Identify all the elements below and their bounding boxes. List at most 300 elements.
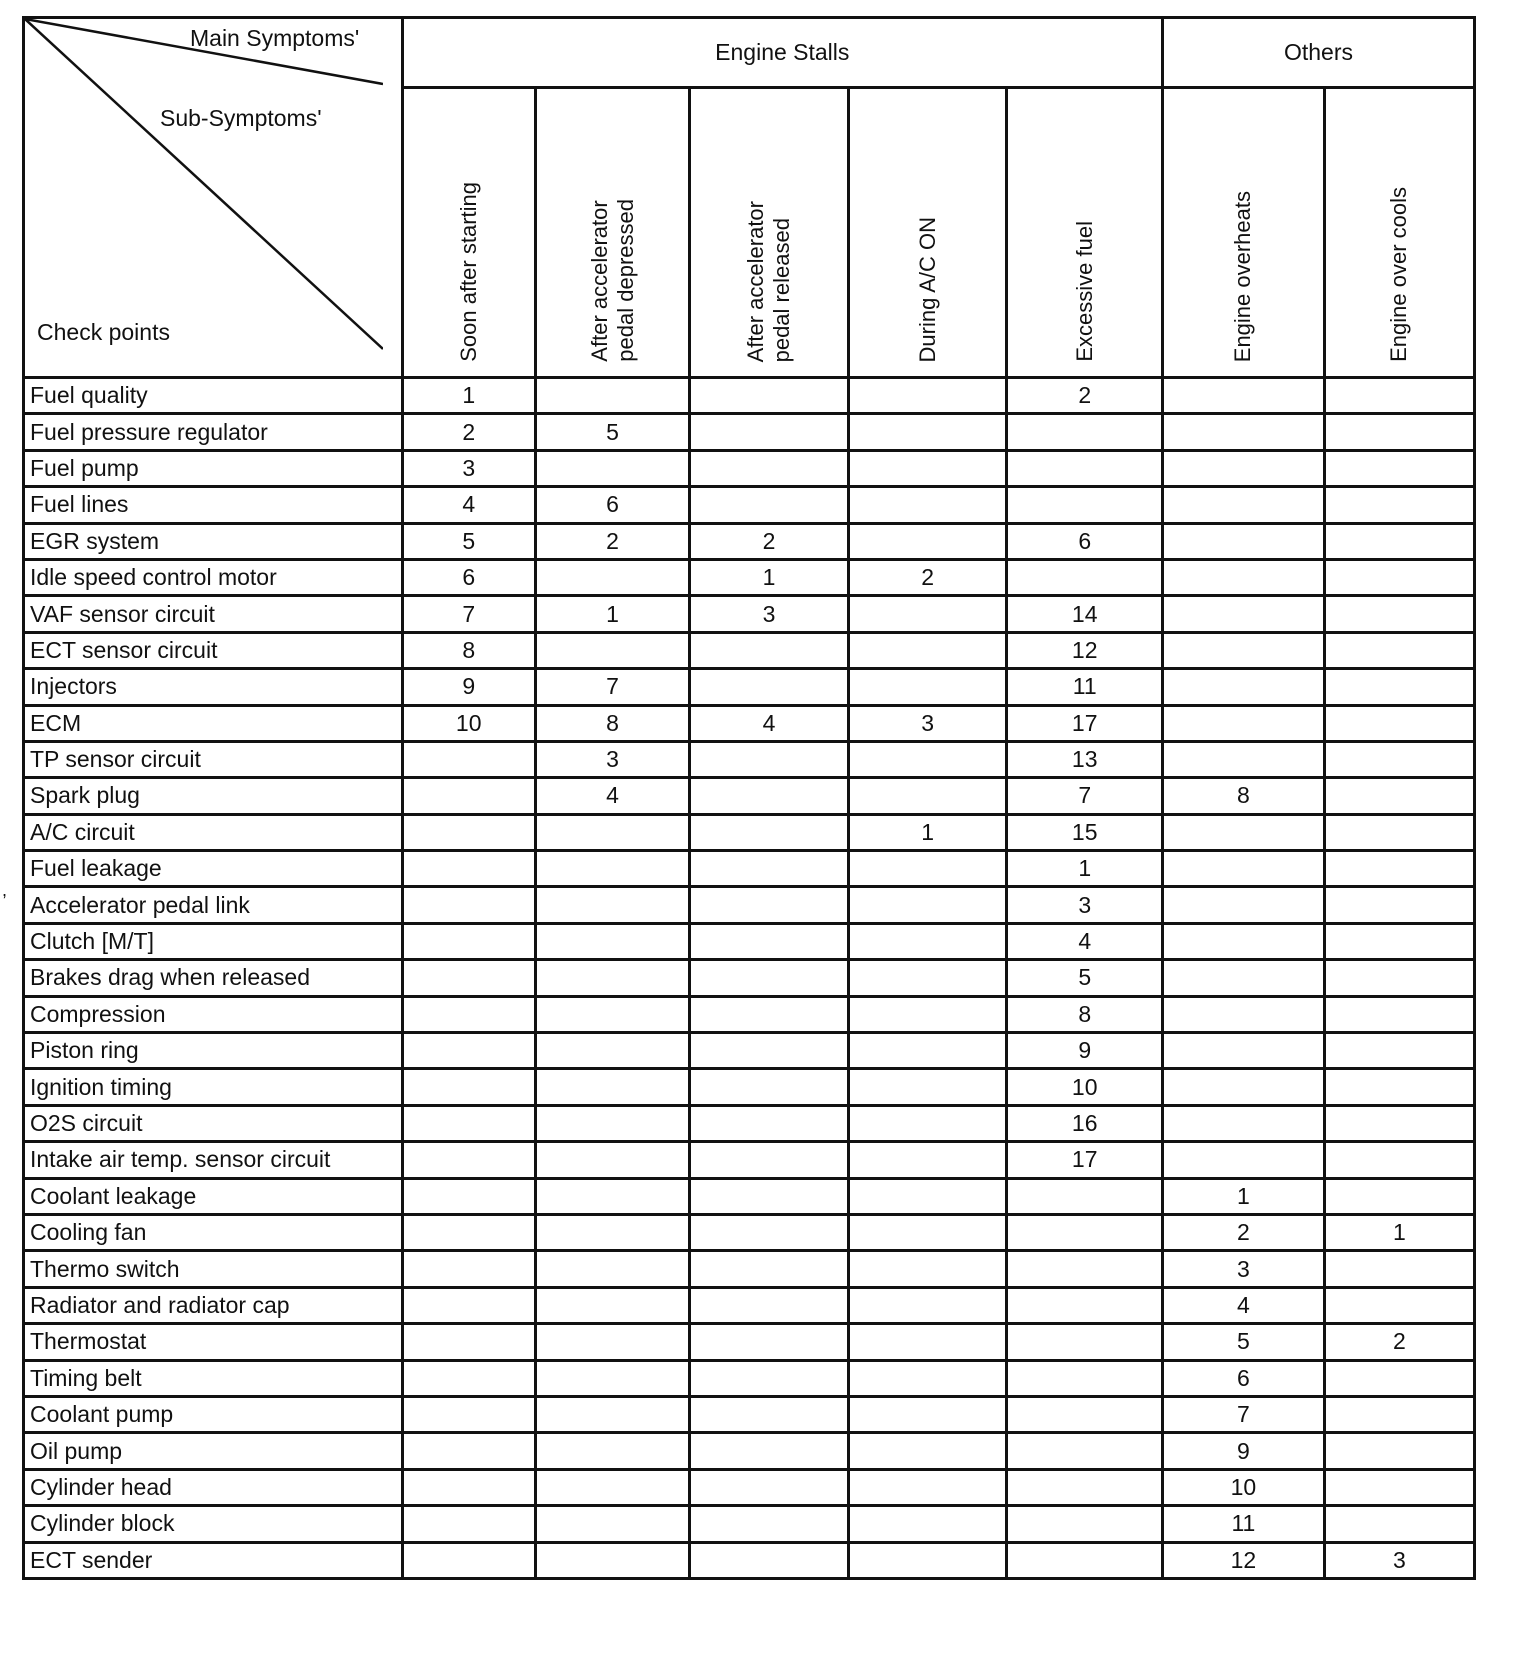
priority-cell: 3	[1324, 1542, 1474, 1578]
check-point-label: Thermo switch	[24, 1251, 403, 1287]
priority-cell	[535, 1324, 689, 1360]
priority-cell: 2	[1007, 378, 1163, 414]
check-point-label: Injectors	[24, 669, 403, 705]
priority-cell: 11	[1007, 669, 1163, 705]
priority-cell	[690, 923, 849, 959]
priority-cell	[1162, 559, 1324, 595]
priority-cell: 4	[1162, 1287, 1324, 1323]
table-row	[24, 996, 1475, 1032]
priority-cell	[535, 1251, 689, 1287]
priority-cell	[848, 1542, 1007, 1578]
priority-cell: 9	[1007, 1033, 1163, 1069]
sub-symptom-header	[1324, 88, 1474, 378]
priority-cell: 1	[402, 378, 535, 414]
priority-cell	[1324, 1105, 1474, 1141]
table-row	[24, 1251, 1475, 1287]
priority-cell	[848, 1360, 1007, 1396]
sub-symptom-label: Engine overheats	[1230, 190, 1256, 362]
priority-cell	[1324, 1506, 1474, 1542]
priority-cell	[1162, 705, 1324, 741]
priority-cell	[1324, 1396, 1474, 1432]
priority-cell: 1	[535, 596, 689, 632]
priority-cell	[690, 1433, 849, 1469]
priority-cell	[402, 1251, 535, 1287]
priority-cell	[535, 632, 689, 668]
check-point-label: Piston ring	[24, 1033, 403, 1069]
group-engine-stalls: Engine Stalls	[402, 18, 1162, 88]
priority-cell	[690, 669, 849, 705]
priority-cell	[402, 1105, 535, 1141]
sub-symptom-header	[690, 88, 849, 378]
table-row	[24, 1360, 1475, 1396]
priority-cell	[535, 1142, 689, 1178]
priority-cell	[1162, 923, 1324, 959]
check-point-label: Intake air temp. sensor circuit	[24, 1142, 403, 1178]
header-corner	[24, 18, 403, 378]
priority-cell: 3	[1162, 1251, 1324, 1287]
sub-symptom-label: During A/C ON	[914, 216, 940, 362]
priority-cell	[1162, 1105, 1324, 1141]
table-row	[24, 1433, 1475, 1469]
priority-cell	[1007, 1433, 1163, 1469]
priority-cell	[402, 996, 535, 1032]
priority-cell	[690, 1142, 849, 1178]
priority-cell: 2	[848, 559, 1007, 595]
priority-cell: 7	[1162, 1396, 1324, 1432]
table-row	[24, 669, 1475, 705]
table-row	[24, 632, 1475, 668]
sub-symptoms-label: Sub-Symptoms'	[160, 105, 322, 131]
priority-cell	[402, 923, 535, 959]
table-row	[24, 1142, 1475, 1178]
priority-cell	[535, 559, 689, 595]
sub-symptom-label: Excessive fuel	[1071, 221, 1097, 362]
priority-cell: 8	[1162, 778, 1324, 814]
priority-cell	[690, 1287, 849, 1323]
check-point-label: VAF sensor circuit	[24, 596, 403, 632]
priority-cell: 3	[402, 450, 535, 486]
check-point-label: Thermostat	[24, 1324, 403, 1360]
priority-cell	[690, 1105, 849, 1141]
priority-cell: 4	[535, 778, 689, 814]
priority-cell: 10	[402, 705, 535, 741]
priority-cell	[1007, 450, 1163, 486]
priority-cell	[402, 1033, 535, 1069]
priority-cell: 8	[402, 632, 535, 668]
check-point-label: Compression	[24, 996, 403, 1032]
check-points-label: Check points	[37, 319, 170, 345]
priority-cell	[402, 1287, 535, 1323]
sub-symptom-label: Engine over cools	[1386, 187, 1412, 362]
priority-cell	[848, 1469, 1007, 1505]
priority-cell	[690, 741, 849, 777]
priority-cell	[535, 1287, 689, 1323]
priority-cell	[1324, 450, 1474, 486]
priority-cell	[1162, 378, 1324, 414]
priority-cell	[1324, 1251, 1474, 1287]
priority-cell	[1162, 450, 1324, 486]
check-point-label: Clutch [M/T]	[24, 923, 403, 959]
priority-cell: 14	[1007, 596, 1163, 632]
corner-diagonals	[25, 19, 383, 359]
check-point-label: Coolant pump	[24, 1396, 403, 1432]
priority-cell	[1324, 1142, 1474, 1178]
sub-symptom-header	[535, 88, 689, 378]
priority-cell	[1324, 414, 1474, 450]
priority-cell	[1007, 1542, 1163, 1578]
priority-cell	[1007, 1251, 1163, 1287]
priority-cell	[402, 1396, 535, 1432]
priority-cell	[848, 1033, 1007, 1069]
priority-cell	[1007, 1360, 1163, 1396]
check-point-label: Brakes drag when released	[24, 960, 403, 996]
priority-cell	[1324, 1287, 1474, 1323]
priority-cell	[690, 1178, 849, 1214]
priority-cell: 3	[848, 705, 1007, 741]
priority-cell	[1162, 814, 1324, 850]
priority-cell	[402, 1178, 535, 1214]
priority-cell	[848, 1324, 1007, 1360]
check-point-label: Idle speed control motor	[24, 559, 403, 595]
priority-cell: 1	[1324, 1214, 1474, 1250]
priority-cell: 2	[402, 414, 535, 450]
table-row	[24, 523, 1475, 559]
priority-cell	[690, 1033, 849, 1069]
priority-cell	[690, 1542, 849, 1578]
priority-cell	[690, 1360, 849, 1396]
priority-cell: 4	[690, 705, 849, 741]
priority-cell	[848, 1105, 1007, 1141]
priority-cell	[535, 450, 689, 486]
priority-cell	[1162, 414, 1324, 450]
priority-cell	[848, 1251, 1007, 1287]
priority-cell: 1	[690, 559, 849, 595]
priority-cell	[848, 596, 1007, 632]
priority-cell	[535, 923, 689, 959]
priority-cell	[690, 1506, 849, 1542]
table-row	[24, 1214, 1475, 1250]
priority-cell	[690, 1324, 849, 1360]
priority-cell	[535, 1506, 689, 1542]
priority-cell	[690, 851, 849, 887]
priority-cell: 6	[1007, 523, 1163, 559]
priority-cell	[848, 1287, 1007, 1323]
sub-symptom-header	[1162, 88, 1324, 378]
priority-cell: 3	[1007, 887, 1163, 923]
priority-cell	[1007, 1506, 1163, 1542]
table-row	[24, 923, 1475, 959]
priority-cell	[1162, 523, 1324, 559]
priority-cell	[690, 778, 849, 814]
table-row	[24, 1178, 1475, 1214]
group-others: Others	[1162, 18, 1474, 88]
diagnosis-table	[22, 16, 1476, 1580]
priority-cell: 7	[402, 596, 535, 632]
priority-cell	[1324, 487, 1474, 523]
priority-cell	[690, 1251, 849, 1287]
priority-cell	[1324, 559, 1474, 595]
priority-cell: 4	[402, 487, 535, 523]
priority-cell	[690, 960, 849, 996]
check-point-label: Fuel pump	[24, 450, 403, 486]
priority-cell	[402, 1506, 535, 1542]
table-row	[24, 1396, 1475, 1432]
priority-cell: 17	[1007, 1142, 1163, 1178]
priority-cell	[1162, 1069, 1324, 1105]
priority-cell	[848, 887, 1007, 923]
priority-cell	[848, 487, 1007, 523]
priority-cell	[848, 1433, 1007, 1469]
priority-cell	[1007, 1396, 1163, 1432]
table-row	[24, 450, 1475, 486]
check-point-label: Cylinder block	[24, 1506, 403, 1542]
priority-cell	[1162, 596, 1324, 632]
priority-cell	[1324, 1033, 1474, 1069]
table-row	[24, 596, 1475, 632]
priority-cell	[402, 1542, 535, 1578]
priority-cell	[848, 414, 1007, 450]
priority-cell	[1007, 1324, 1163, 1360]
priority-cell: 3	[535, 741, 689, 777]
table-row	[24, 1506, 1475, 1542]
table-row	[24, 1469, 1475, 1505]
priority-cell: 13	[1007, 741, 1163, 777]
check-point-label: TP sensor circuit	[24, 741, 403, 777]
priority-cell	[1162, 669, 1324, 705]
check-point-label: Cooling fan	[24, 1214, 403, 1250]
priority-cell: 2	[690, 523, 849, 559]
priority-cell	[848, 669, 1007, 705]
priority-cell	[402, 1214, 535, 1250]
priority-cell	[402, 887, 535, 923]
priority-cell: 5	[1162, 1324, 1324, 1360]
table-row	[24, 814, 1475, 850]
priority-cell	[690, 414, 849, 450]
priority-cell	[1324, 705, 1474, 741]
priority-cell: 6	[535, 487, 689, 523]
table-row	[24, 1033, 1475, 1069]
priority-cell	[1007, 1214, 1163, 1250]
priority-cell	[848, 632, 1007, 668]
priority-cell	[690, 814, 849, 850]
priority-cell	[535, 1396, 689, 1432]
sub-symptom-header	[402, 88, 535, 378]
priority-cell: 12	[1007, 632, 1163, 668]
priority-cell	[1162, 887, 1324, 923]
priority-cell	[1007, 1287, 1163, 1323]
check-point-label: ECM	[24, 705, 403, 741]
priority-cell	[1162, 851, 1324, 887]
priority-cell: 7	[1007, 778, 1163, 814]
priority-cell: 15	[1007, 814, 1163, 850]
priority-cell	[848, 778, 1007, 814]
sub-symptom-label: After accelerator pedal depressed	[586, 199, 638, 362]
priority-cell	[690, 1396, 849, 1432]
table-row	[24, 1069, 1475, 1105]
priority-cell	[402, 778, 535, 814]
table-row	[24, 778, 1475, 814]
priority-cell	[1324, 887, 1474, 923]
priority-cell	[535, 378, 689, 414]
priority-cell	[1324, 596, 1474, 632]
table-row	[24, 487, 1475, 523]
priority-cell	[1324, 996, 1474, 1032]
check-point-label: Fuel quality	[24, 378, 403, 414]
priority-cell	[1324, 1433, 1474, 1469]
table-row	[24, 1542, 1475, 1578]
priority-cell: 8	[1007, 996, 1163, 1032]
priority-cell: 2	[1324, 1324, 1474, 1360]
priority-cell	[690, 1214, 849, 1250]
priority-cell	[1162, 960, 1324, 996]
priority-cell: 9	[1162, 1433, 1324, 1469]
priority-cell	[535, 1069, 689, 1105]
priority-cell	[1007, 559, 1163, 595]
priority-cell	[402, 1142, 535, 1178]
priority-cell	[402, 741, 535, 777]
table-row	[24, 741, 1475, 777]
priority-cell	[535, 1469, 689, 1505]
priority-cell	[690, 887, 849, 923]
priority-cell: 1	[1007, 851, 1163, 887]
table-row	[24, 851, 1475, 887]
priority-cell	[1324, 1469, 1474, 1505]
priority-cell	[1162, 741, 1324, 777]
priority-cell: 5	[1007, 960, 1163, 996]
priority-cell	[535, 1178, 689, 1214]
priority-cell	[690, 378, 849, 414]
table-row	[24, 887, 1475, 923]
priority-cell: 10	[1007, 1069, 1163, 1105]
priority-cell	[1162, 996, 1324, 1032]
stray-mark: ,	[2, 880, 8, 900]
priority-cell	[535, 887, 689, 923]
priority-cell: 6	[1162, 1360, 1324, 1396]
priority-cell	[1324, 632, 1474, 668]
priority-cell	[402, 814, 535, 850]
table-row	[24, 960, 1475, 996]
table-row	[24, 559, 1475, 595]
priority-cell	[1007, 1469, 1163, 1505]
check-point-label: ECT sensor circuit	[24, 632, 403, 668]
check-point-label: Spark plug	[24, 778, 403, 814]
priority-cell: 8	[535, 705, 689, 741]
check-point-label: Radiator and radiator cap	[24, 1287, 403, 1323]
sub-symptom-header	[1007, 88, 1163, 378]
priority-cell	[1162, 487, 1324, 523]
priority-cell	[402, 1324, 535, 1360]
priority-cell	[402, 1069, 535, 1105]
check-point-label: Cylinder head	[24, 1469, 403, 1505]
check-point-label: Timing belt	[24, 1360, 403, 1396]
priority-cell	[402, 1469, 535, 1505]
sub-symptom-label: Soon after starting	[455, 182, 481, 362]
priority-cell	[690, 1469, 849, 1505]
priority-cell	[402, 1433, 535, 1469]
main-symptoms-label: Main Symptoms'	[190, 25, 360, 51]
table-row	[24, 1287, 1475, 1323]
priority-cell	[402, 960, 535, 996]
priority-cell: 4	[1007, 923, 1163, 959]
priority-cell	[690, 450, 849, 486]
priority-cell	[1007, 1178, 1163, 1214]
priority-cell	[1324, 923, 1474, 959]
priority-cell: 16	[1007, 1105, 1163, 1141]
priority-cell	[535, 1105, 689, 1141]
priority-cell: 10	[1162, 1469, 1324, 1505]
priority-cell	[1324, 378, 1474, 414]
priority-cell: 3	[690, 596, 849, 632]
priority-cell	[848, 1142, 1007, 1178]
table-row	[24, 378, 1475, 414]
priority-cell	[535, 814, 689, 850]
priority-cell	[848, 960, 1007, 996]
priority-cell	[535, 851, 689, 887]
priority-cell	[1324, 851, 1474, 887]
table-row	[24, 414, 1475, 450]
priority-cell	[1324, 814, 1474, 850]
check-point-label: ECT sender	[24, 1542, 403, 1578]
priority-cell	[848, 851, 1007, 887]
priority-cell	[1324, 741, 1474, 777]
priority-cell	[690, 1069, 849, 1105]
priority-cell: 1	[848, 814, 1007, 850]
priority-cell	[535, 1033, 689, 1069]
priority-cell	[535, 996, 689, 1032]
priority-cell: 12	[1162, 1542, 1324, 1578]
priority-cell	[848, 378, 1007, 414]
priority-cell	[1324, 523, 1474, 559]
priority-cell: 17	[1007, 705, 1163, 741]
priority-cell	[1324, 1360, 1474, 1396]
priority-cell	[1324, 960, 1474, 996]
priority-cell	[535, 1360, 689, 1396]
priority-cell	[1007, 487, 1163, 523]
check-point-label: A/C circuit	[24, 814, 403, 850]
priority-cell	[848, 450, 1007, 486]
priority-cell: 2	[1162, 1214, 1324, 1250]
check-point-label: Ignition timing	[24, 1069, 403, 1105]
priority-cell: 6	[402, 559, 535, 595]
priority-cell	[848, 923, 1007, 959]
priority-cell	[1324, 778, 1474, 814]
priority-cell	[402, 851, 535, 887]
priority-cell	[690, 632, 849, 668]
priority-cell	[1162, 632, 1324, 668]
priority-cell	[848, 741, 1007, 777]
priority-cell: 1	[1162, 1178, 1324, 1214]
priority-cell	[848, 1214, 1007, 1250]
priority-cell: 7	[535, 669, 689, 705]
priority-cell	[535, 1433, 689, 1469]
check-point-label: Coolant leakage	[24, 1178, 403, 1214]
priority-cell	[848, 996, 1007, 1032]
priority-cell: 9	[402, 669, 535, 705]
table-row	[24, 1324, 1475, 1360]
priority-cell	[1162, 1033, 1324, 1069]
priority-cell: 11	[1162, 1506, 1324, 1542]
priority-cell	[535, 960, 689, 996]
priority-cell	[535, 1214, 689, 1250]
priority-cell	[848, 523, 1007, 559]
priority-cell	[848, 1178, 1007, 1214]
table-row	[24, 705, 1475, 741]
priority-cell	[1324, 1069, 1474, 1105]
table-row	[24, 1105, 1475, 1141]
check-point-label: Fuel pressure regulator	[24, 414, 403, 450]
priority-cell	[848, 1396, 1007, 1432]
check-point-label: Accelerator pedal link	[24, 887, 403, 923]
